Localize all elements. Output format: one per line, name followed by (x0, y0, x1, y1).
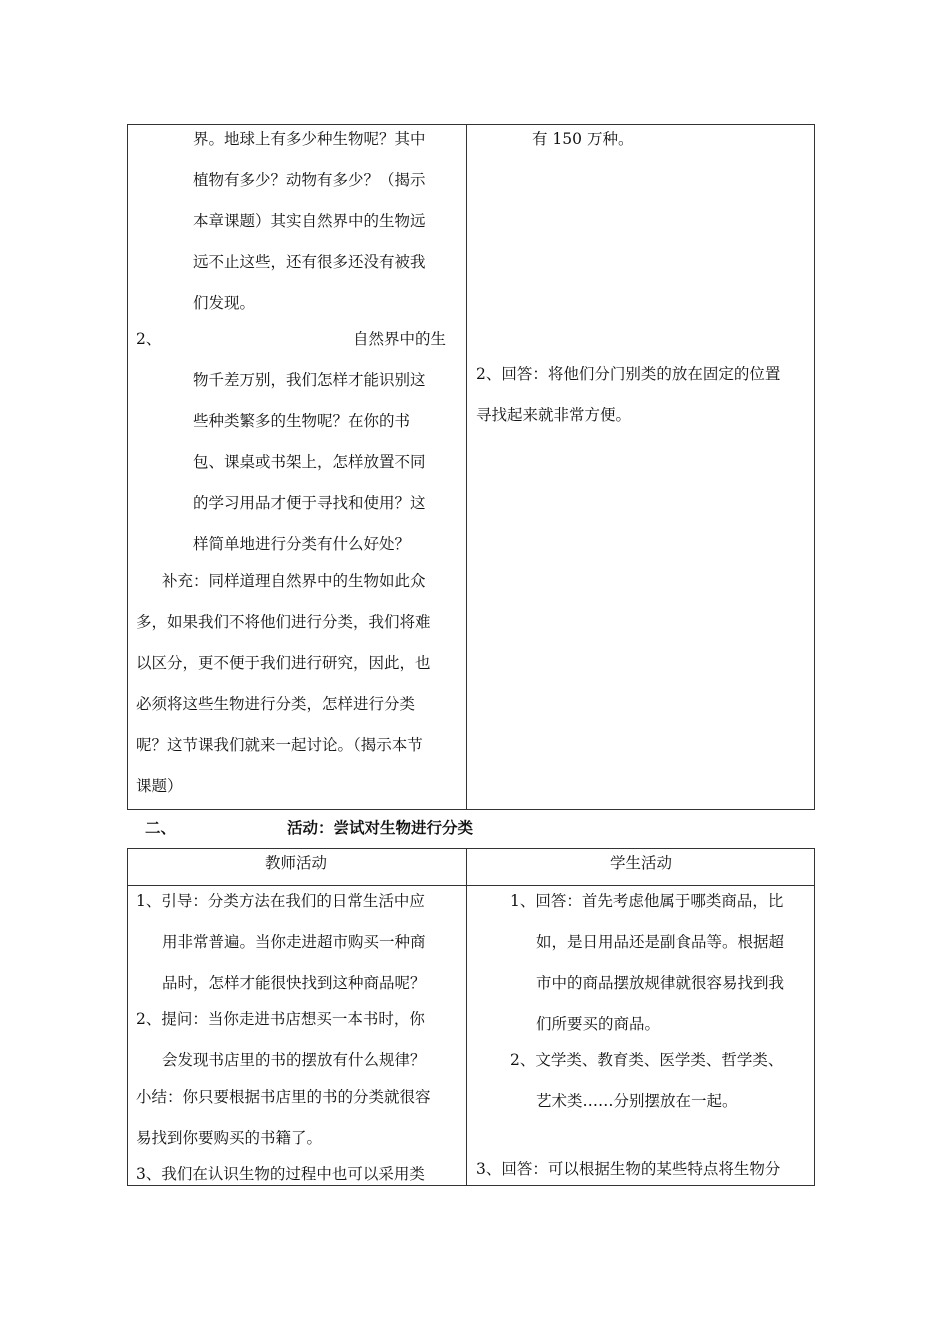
column-divider (466, 849, 467, 1185)
teacher-text-line: 会发现书店里的书的摆放有什么规律？ (162, 1051, 426, 1069)
teacher-text-line: 品时，怎样才能很快找到这种商品呢？ (162, 974, 426, 992)
student-text-line: 们所要买的商品。 (536, 1015, 661, 1033)
student-text-line: 2、文学类、教育类、医学类、哲学类、 (510, 1051, 784, 1069)
header-rule (128, 885, 814, 886)
student-text-line: 1、回答：首先考虑他属于哪类商品，比 (510, 892, 784, 910)
left-text-line: 些种类繁多的生物呢？在你的书 (193, 412, 411, 430)
left-text-line: 自然界中的生 (353, 330, 447, 348)
section-number: 二、 (145, 819, 177, 837)
teacher-text-line: 1、引导：分类方法在我们的日常生活中应 (136, 892, 425, 910)
left-text-line: 包、课桌或书架上，怎样放置不同 (193, 453, 426, 471)
right-text-line: 2、回答：将他们分门别类的放在固定的位置 (476, 365, 781, 383)
teacher-text-line: 小结：你只要根据书店里的书的分类就很容 (136, 1088, 431, 1106)
teacher-text-line: 用非常普遍。当你走进超市购买一种商 (162, 933, 426, 951)
teacher-text-line: 3、我们在认识生物的过程中也可以采用类 (136, 1165, 425, 1183)
left-text-line: 本章课题）其实自然界中的生物远 (193, 212, 426, 230)
left-text-line: 补充：同样道理自然界中的生物如此众 (162, 572, 426, 590)
left-text-line: 必须将这些生物进行分类，怎样进行分类 (136, 695, 416, 713)
left-text-line: 课题） (136, 777, 183, 795)
teacher-text-line: 易找到你要购买的书籍了。 (136, 1129, 323, 1147)
column-divider (466, 125, 467, 809)
student-text-line: 3、回答：可以根据生物的某些特点将生物分 (476, 1160, 781, 1178)
list-number: 2、 (136, 330, 162, 348)
left-text-line: 样简单地进行分类有什么好处？ (193, 535, 411, 553)
right-text-line: 寻找起来就非常方便。 (476, 406, 632, 424)
left-text-line: 界。地球上有多少种生物呢？其中 (193, 130, 426, 148)
left-text-line: 植物有多少？动物有多少？（揭示 (193, 171, 426, 189)
left-text-line: 的学习用品才便于寻找和使用？这 (193, 494, 426, 512)
student-text-line: 如，是日用品还是副食品等。根据超 (536, 933, 785, 951)
section-title: 活动：尝试对生物进行分类 (287, 819, 474, 837)
header-student-activity: 学生活动 (610, 854, 673, 872)
left-text-line: 们发现。 (193, 294, 256, 312)
left-text-line: 远不止这些，还有很多还没有被我 (193, 253, 426, 271)
left-text-line: 呢？这节课我们就来一起讨论。（揭示本节 (136, 736, 423, 754)
left-text-line: 以区分，更不便于我们进行研究，因此，也 (136, 654, 431, 672)
teacher-text-line: 2、提问：当你走进书店想买一本书时，你 (136, 1010, 425, 1028)
student-text-line: 艺术类……分别摆放在一起。 (536, 1092, 738, 1110)
left-text-line: 物千差万别，我们怎样才能识别这 (193, 371, 426, 389)
right-text-line: 有 150 万种。 (532, 130, 634, 148)
student-text-line: 市中的商品摆放规律就很容易找到我 (536, 974, 785, 992)
header-teacher-activity: 教师活动 (265, 854, 328, 872)
left-text-line: 多，如果我们不将他们进行分类，我们将难 (136, 613, 431, 631)
